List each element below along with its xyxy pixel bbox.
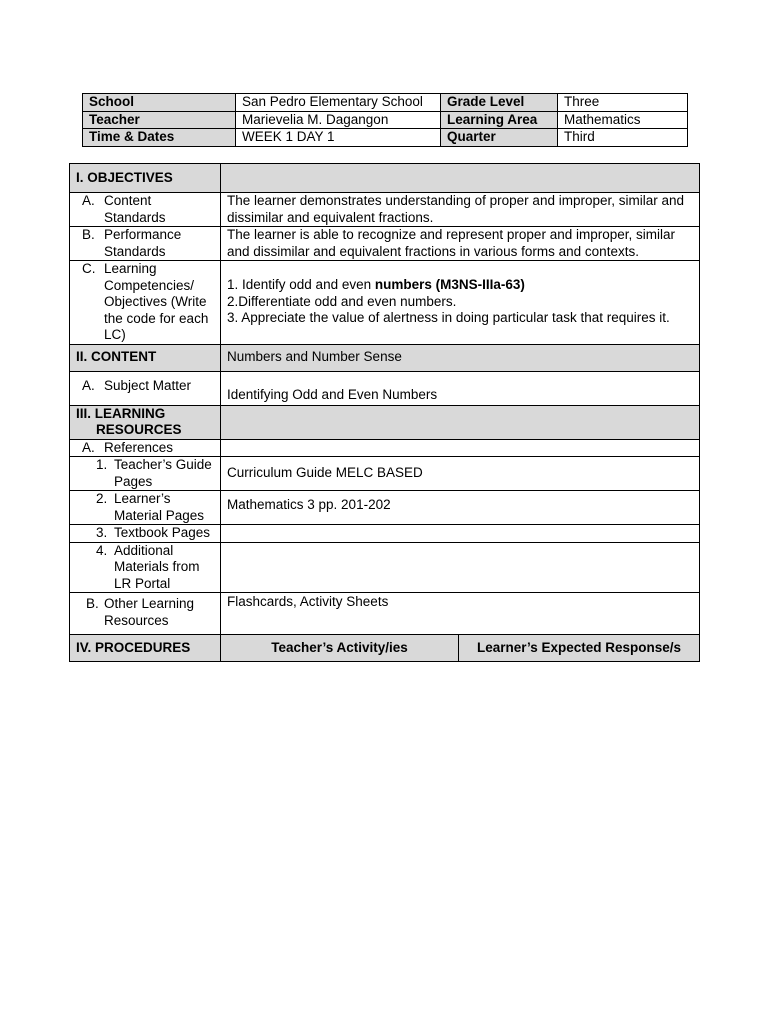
resources-heading-line1: III. LEARNING <box>76 405 166 421</box>
learners-material-value: Mathematics 3 pp. 201-202 <box>221 491 700 525</box>
learners-material-label: Learner’s Material Pages <box>114 491 205 523</box>
additional-materials-label-cell <box>70 542 221 593</box>
teachers-guide-label: Teacher’s Guide Pages <box>114 457 212 489</box>
content-standards-letter: A. <box>82 193 95 208</box>
other-resources-label-cell <box>70 593 221 635</box>
subject-matter-label: Subject Matter <box>104 377 192 393</box>
school-label: School <box>83 94 236 112</box>
quarter-value: Third <box>558 129 688 147</box>
quarter-label: Quarter <box>441 129 558 147</box>
header-row-time <box>83 129 688 147</box>
learners-material-num: 2. <box>96 491 108 506</box>
performance-standards-row <box>70 227 700 261</box>
learning-area-label: Learning Area <box>441 111 558 129</box>
additional-materials-row <box>70 542 700 593</box>
content-standards-label-cell <box>70 193 221 227</box>
performance-standards-text: The learner is able to recognize and represent proper and improper, similar and dissimilar and equivalent fractions in various forms and contexts. <box>221 227 700 261</box>
competencies-label: Learning Competencies/ Objectives (Write the code for each LC) <box>104 261 209 342</box>
competencies-row <box>70 261 700 345</box>
subject-matter-value: Identifying Odd and Even Numbers <box>221 371 700 405</box>
content-value: Numbers and Number Sense <box>221 344 700 371</box>
performance-standards-label-cell <box>70 227 221 261</box>
textbook-pages-label-cell <box>70 525 221 543</box>
resources-heading-blank <box>221 405 700 439</box>
header-row-teacher <box>83 111 688 129</box>
time-dates-label: Time & Dates <box>83 129 236 147</box>
teacher-label: Teacher <box>83 111 236 129</box>
teachers-guide-num: 1. <box>96 457 108 472</box>
teachers-guide-value: Curriculum Guide MELC BASED <box>221 457 700 491</box>
time-dates-value: WEEK 1 DAY 1 <box>236 129 441 147</box>
other-resources-letter: B. <box>86 596 99 611</box>
other-resources-row <box>70 593 700 635</box>
additional-materials-label: Additional Materials from LR Portal <box>114 542 200 591</box>
references-letter: A. <box>82 439 95 455</box>
learners-material-row <box>70 491 700 525</box>
header-row-school <box>83 94 688 112</box>
competencies-text-cell <box>221 261 700 345</box>
references-label: References <box>104 439 174 455</box>
teachers-guide-row <box>70 457 700 491</box>
additional-materials-value <box>221 542 700 593</box>
teacher-value: Marievelia M. Dagangon <box>236 111 441 129</box>
resources-heading-row <box>70 405 700 439</box>
competency-1 <box>227 277 693 294</box>
competency-2: 2.Differentiate odd and even numbers. <box>227 293 457 309</box>
objectives-heading-blank <box>221 164 700 193</box>
textbook-pages-value <box>221 525 700 543</box>
competency-3: 3. Appreciate the value of alertness in doing particular task that requires it. <box>227 310 670 325</box>
performance-standards-letter: B. <box>82 227 95 242</box>
textbook-pages-num: 3. <box>96 525 108 540</box>
grade-level-label: Grade Level <box>441 94 558 112</box>
content-standards-row <box>70 193 700 227</box>
procedures-heading-row <box>70 635 700 662</box>
objectives-heading: I. OBJECTIVES <box>70 164 221 193</box>
school-value: San Pedro Elementary School <box>236 94 441 112</box>
competency-1-code: numbers (M3NS-IIIa-63) <box>374 277 525 292</box>
lesson-plan-table <box>69 163 700 662</box>
content-heading-row <box>70 344 700 371</box>
content-standards-text: The learner demonstrates understanding of proper and improper, similar and dissimilar and equivalent fractions. <box>221 193 700 227</box>
additional-materials-num: 4. <box>96 542 108 558</box>
subject-matter-row <box>70 371 700 405</box>
subject-matter-letter: A. <box>82 377 95 393</box>
teacher-activity-column-header: Teacher’s Activity/ies <box>221 635 459 662</box>
references-row <box>70 439 700 457</box>
subject-matter-label-cell <box>70 371 221 405</box>
learners-material-label-cell <box>70 491 221 525</box>
references-blank <box>221 439 700 457</box>
learning-area-value: Mathematics <box>558 111 688 129</box>
learner-response-column-header: Learner’s Expected Response/s <box>459 635 700 662</box>
competencies-label-cell <box>70 261 221 345</box>
resources-heading-line2: RESOURCES <box>96 422 182 437</box>
competency-1-text: 1. Identify odd and even <box>227 277 375 292</box>
other-resources-label: Other Learning Resources <box>104 596 195 628</box>
competencies-letter: C. <box>82 261 96 276</box>
grade-level-value: Three <box>558 94 688 112</box>
resources-heading-cell <box>70 405 221 439</box>
references-label-cell <box>70 439 221 457</box>
objectives-heading-row <box>70 164 700 193</box>
content-heading: II. CONTENT <box>70 344 221 371</box>
performance-standards-label: Performance Standards <box>104 227 182 259</box>
teachers-guide-label-cell <box>70 457 221 491</box>
textbook-pages-row <box>70 525 700 543</box>
lesson-header-table <box>82 93 688 147</box>
textbook-pages-label: Textbook Pages <box>114 525 211 540</box>
content-standards-label: Content Standards <box>104 193 166 225</box>
other-resources-value: Flashcards, Activity Sheets <box>221 593 700 635</box>
procedures-heading: IV. PROCEDURES <box>70 635 221 662</box>
